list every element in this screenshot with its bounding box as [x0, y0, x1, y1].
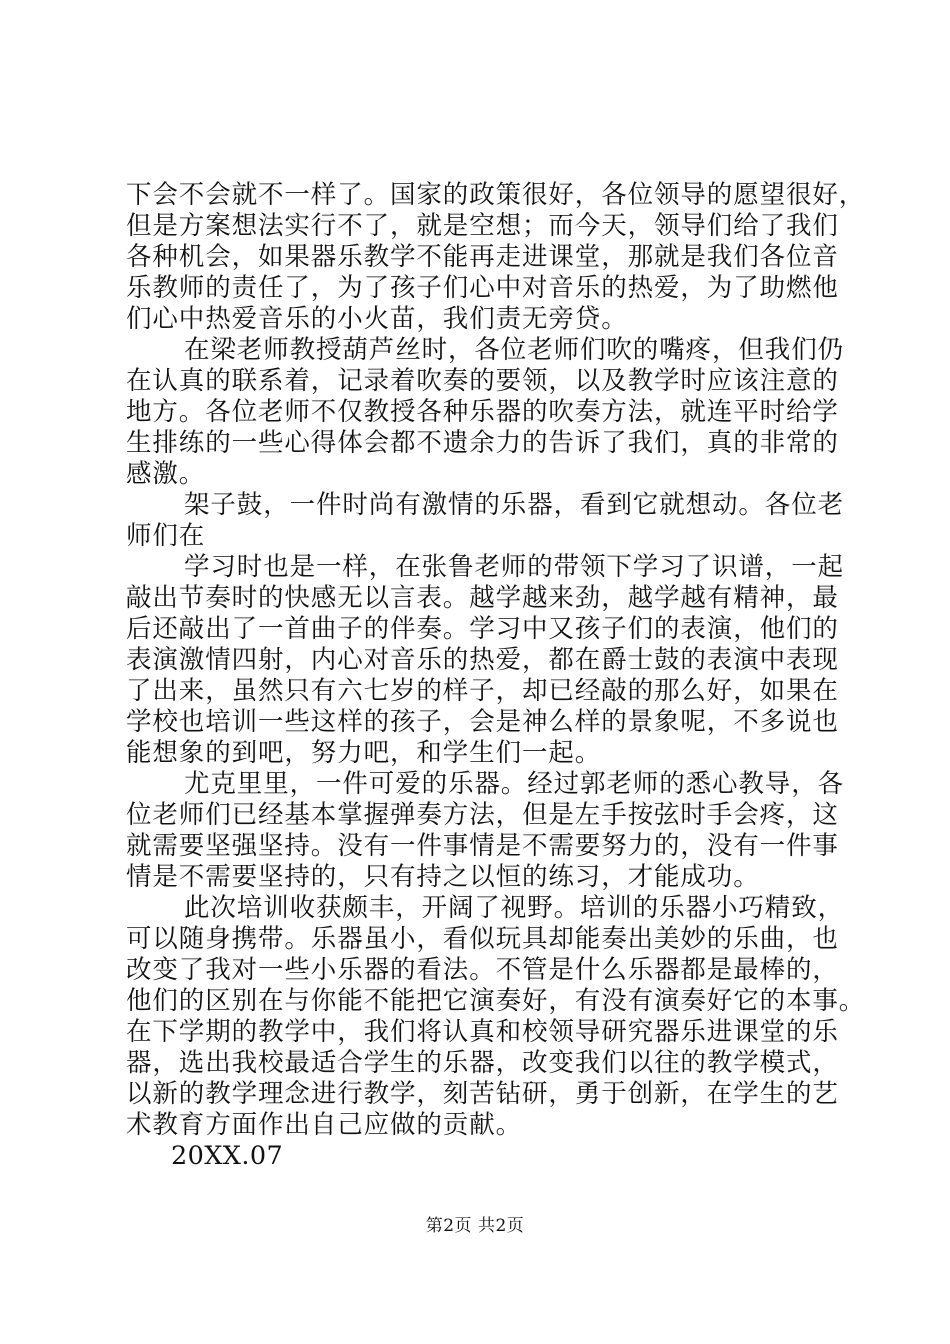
text-line: 生排练的一些心得体会都不遗余力的告诉了我们，真的非常的 [126, 428, 839, 458]
text-line: 地方。各位老师不仅教授各种乐器的吹奏方法，就连平时给学 [126, 397, 839, 427]
text-line: 就需要坚强坚持。没有一件事情是不需要努力的，没有一件事 [126, 831, 839, 861]
paragraph-start-line: 在梁老师教授葫芦丝时，各位老师们吹的嘴疼，但我们仍 [184, 335, 845, 365]
text-line: 们心中热爱音乐的小火苗，我们责无旁贷。 [126, 304, 628, 334]
text-line: 能想象的到吧，努力吧，和学生们一起。 [126, 738, 602, 768]
text-line: 各种机会，如果器乐教学不能再走进课堂，那就是我们各位音 [126, 242, 839, 272]
text-line: 他们的区别在与你能不能把它演奏好，有没有演奏好它的本事。 [126, 986, 866, 1016]
paragraph-start-line: 此次培训收获颇丰，开阔了视野。培训的乐器小巧精致， [184, 893, 845, 923]
text-line: 感激。 [126, 459, 206, 489]
text-line: 学校也培训一些这样的孩子，会是神么样的景象呢，不多说也 [126, 707, 839, 737]
text-line: 器，选出我校最适合学生的乐器，改变我们以往的教学模式， [126, 1048, 839, 1078]
text-line: 改变了我对一些小乐器的看法。不管是什么乐器都是最棒的， [126, 955, 839, 985]
text-line: 表演激情四射，内心对音乐的热爱，都在爵士鼓的表演中表现 [126, 645, 839, 675]
text-line: 术教育方面作出自己应做的贡献。 [126, 1110, 523, 1140]
paragraph-start-line: 学习时也是一样，在张鲁老师的带领下学习了识谱，一起 [184, 552, 845, 582]
text-line: 了出来，虽然只有六七岁的样子，却已经敲的那么好，如果在 [126, 676, 839, 706]
text-line: 在下学期的教学中，我们将认真和校领导研究器乐进课堂的乐 [126, 1017, 839, 1047]
paragraph-start-line: 尤克里里，一件可爱的乐器。经过郭老师的悉心教导，各 [184, 769, 845, 799]
document-body [126, 180, 866, 1172]
text-line: 以新的教学理念进行教学，刻苦钻研，勇于创新，在学生的艺 [126, 1079, 839, 1109]
text-line: 敲出节奏时的快感无以言表。越学越来劲，越学越有精神，最 [126, 583, 839, 613]
text-line: 情是不需要坚持的，只有持之以恒的练习，才能成功。 [126, 862, 760, 892]
text-line: 后还敲出了一首曲子的伴奏。学习中又孩子们的表演，他们的 [126, 614, 839, 644]
text-line: 师们在 [126, 521, 206, 551]
text-line: 可以随身携带。乐器虽小，看似玩具却能奏出美妙的乐曲，也 [126, 924, 839, 954]
page-footer [0, 1214, 950, 1238]
text-line: 下会不会就不一样了。国家的政策很好，各位领导的愿望很好， [126, 180, 866, 210]
document-date: 20XX.07 [171, 1141, 284, 1171]
paragraph-start-line: 架子鼓，一件时尚有激情的乐器，看到它就想动。各位老 [184, 490, 845, 520]
text-line: 在认真的联系着，记录着吹奏的要领，以及教学时应该注意的 [126, 366, 839, 396]
text-line: 但是方案想法实行不了，就是空想；而今天，领导们给了我们 [126, 211, 839, 241]
text-line: 位老师们已经基本掌握弹奏方法，但是左手按弦时手会疼，这 [126, 800, 839, 830]
page-number-label: 第2页 共2页 [425, 1216, 525, 1236]
text-line: 乐教师的责任了，为了孩子们心中对音乐的热爱，为了助燃他 [126, 273, 839, 303]
